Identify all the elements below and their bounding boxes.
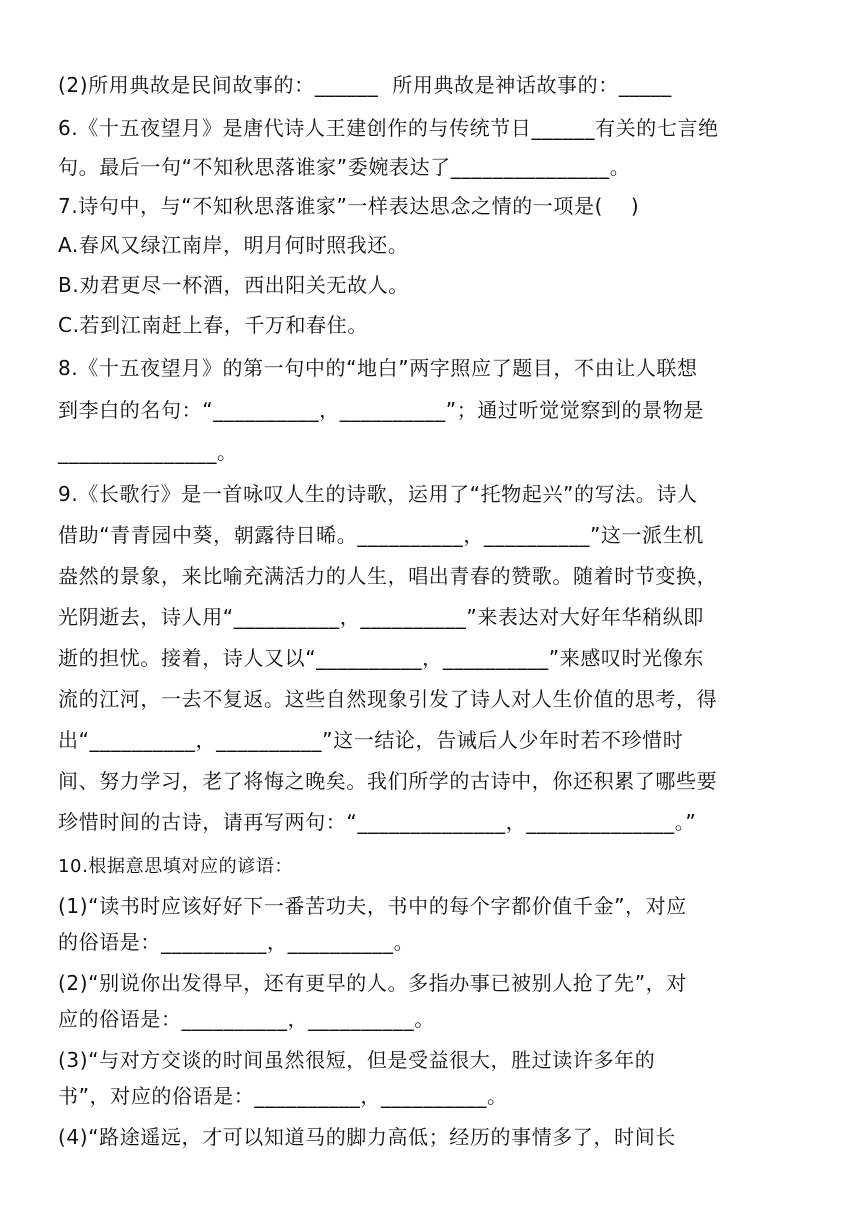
question-9-line-8: 间、努力学习，老了将悔之晚矣。我们所学的古诗中，你还积累了哪些要 bbox=[58, 769, 718, 793]
question-5-2-line: (2)所用典故是民间故事的：______ 所用典故是神话故事的：_____ bbox=[58, 73, 672, 97]
question-6-line-2: 句。最后一句“不知秋思落谁家”委婉表达了_______________。 bbox=[58, 155, 631, 179]
question-6-line-1: 6.《十五夜望月》是唐代诗人王建创作的与传统节日______有关的七言绝 bbox=[58, 116, 719, 140]
question-9-line-2: 借助“青青园中葵，朝露待日晞。__________，__________”这一派生机 bbox=[58, 523, 704, 547]
question-7-option-a: A.春风又绿江南岸，明月何时照我还。 bbox=[58, 233, 409, 257]
question-10-3-line-1: (3)“与对方交谈的时间虽然很短，但是受益很大，胜过读许多年的 bbox=[58, 1048, 656, 1072]
question-8-line-2: 到李白的名句：“__________，__________”；通过听觉觉察到的景物是 bbox=[58, 398, 704, 422]
question-9-line-6: 流的江河，一去不复返。这些自然现象引发了诗人对人生价值的思考，得 bbox=[58, 687, 718, 711]
question-9-line-7: 出“__________，__________”这一结论，告诫后人少年时若不珍惜时 bbox=[58, 728, 684, 752]
question-10-stem: 10.根据意思填对应的谚语： bbox=[58, 856, 294, 877]
question-10-1-line-1: (1)“读书时应该好好下一番苦功夫，书中的每个字都价值千金”，对应 bbox=[58, 894, 687, 918]
question-10-2-line-2: 应的俗语是：__________，__________。 bbox=[58, 1007, 435, 1031]
question-9-line-4: 光阴逝去，诗人用“__________，__________”来表达对大好年华稍纵即 bbox=[58, 605, 704, 629]
question-10-4-line-1: (4)“路途遥远，才可以知道马的脚力高低；经历的事情多了，时间长 bbox=[58, 1125, 676, 1149]
question-9-line-9: 珍惜时间的古诗，请再写两句：“______________，______________。” bbox=[58, 810, 697, 834]
question-8-line-1: 8.《十五夜望月》的第一句中的“地白”两字照应了题目，不由让人联想 bbox=[58, 356, 698, 380]
question-7-option-b: B.劝君更尽一杯酒，西出阳关无故人。 bbox=[58, 273, 409, 297]
question-9-line-3: 盎然的景象，来比喻充满活力的人生，唱出青春的赞歌。随着时节变换， bbox=[58, 564, 718, 588]
question-9-line-5: 逝的担忧。接着，诗人又以“__________，__________”来感叹时光像东 bbox=[58, 646, 704, 670]
question-7-stem: 7.诗句中，与“不知秋思落谁家”一样表达思念之情的一项是( ) bbox=[58, 194, 640, 218]
question-10-3-line-2: 书”，对应的俗语是：__________，__________。 bbox=[58, 1084, 508, 1108]
question-10-2-line-1: (2)“别说你出发得早，还有更早的人。多指办事已被别人抢了先”，对 bbox=[58, 971, 687, 995]
question-9-line-1: 9.《长歌行》是一首咏叹人生的诗歌，运用了“托物起兴”的写法。诗人 bbox=[58, 482, 698, 506]
question-8-line-3: _______________。 bbox=[58, 440, 238, 464]
question-10-1-line-2: 的俗语是：__________，__________。 bbox=[58, 930, 415, 954]
question-7-option-c: C.若到江南赶上春，千万和春住。 bbox=[58, 313, 368, 337]
